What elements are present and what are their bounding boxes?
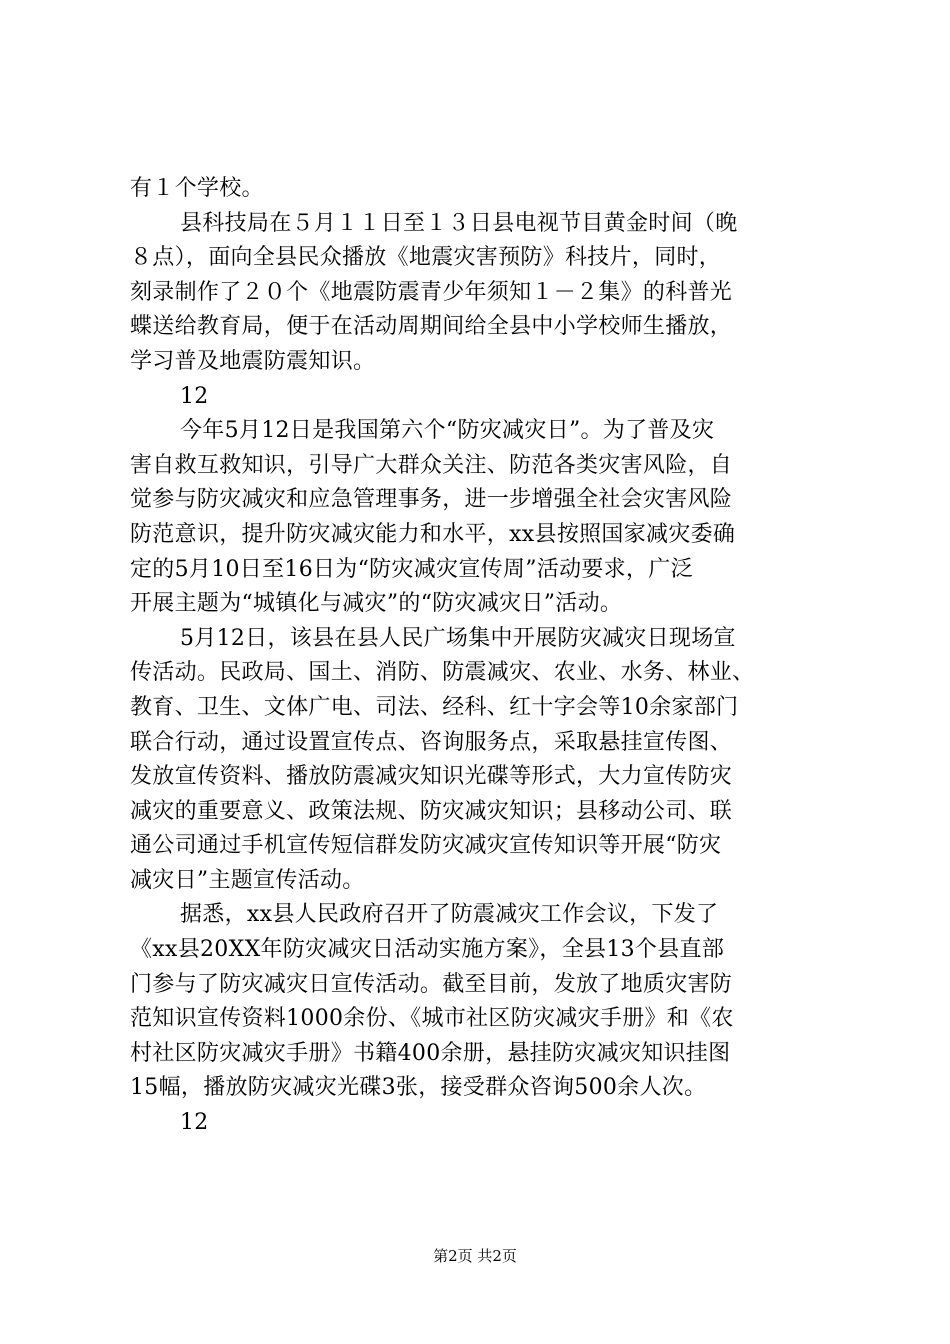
text-line: 15幅，播放防灾减灾光碟3张，接受群众咨询500余人次。 [130, 1075, 707, 1101]
text-line: 门参与了防灾减灾日宣传活动。截至目前，发放了地质灾害防 [130, 971, 733, 997]
text-line: 通公司通过手机宣传短信群发防灾减灾宣传知识等开展“防灾 [130, 833, 722, 859]
section-number: 12 [180, 1110, 209, 1136]
document-body [130, 172, 830, 1141]
text-line: 学习普及地震防震知识。 [130, 348, 376, 374]
text-line: 今年5月12日是我国第六个“防灾减灾日”。为了普及灾 [180, 418, 715, 444]
text-line: 减灾日”主题宣传活动。 [130, 867, 365, 893]
text-line: 有１个学校。 [130, 176, 264, 201]
text-line: 定的5月10日至16日为“防灾减灾宣传周”活动要求，广泛 [130, 556, 693, 582]
text-line: 《xx县20XX年防灾减灾日活动实施方案》，全县13个县直部 [130, 937, 725, 963]
text-line: 防范意识，提升防灾减灾能力和水平，xx县按照国家减灾委确 [130, 521, 736, 547]
text-line: 据悉，xx县人民政府召开了防震减灾工作会议，下发了 [180, 902, 719, 928]
text-line: 教育、卫生、文体广电、司法、经科、红十字会等10余家部门 [130, 694, 739, 720]
text-line: 减灾的重要意义、政策法规、防灾减灾知识；县移动公司、联 [130, 798, 733, 824]
text-line: 范知识宣传资料1000余份、《城市社区防灾减灾手册》和《农 [130, 1006, 734, 1032]
text-line: ８点），面向全县民众播放《地震灾害预防》科技片，同时， [130, 245, 722, 271]
text-line: 觉参与防灾减灾和应急管理事务，进一步增强全社会灾害风险 [130, 487, 733, 513]
page-footer: 第2页 共2页 [433, 1247, 517, 1265]
text-line: 县科技局在５月１１日至１３日县电视节目黄金时间（晚 [180, 210, 738, 236]
text-line: 刻录制作了２０个《地震防震青少年须知１－２集》的科普光 [130, 279, 733, 305]
text-line: 蝶送给教育局，便于在活动周期间给全县中小学校师生播放， [130, 314, 733, 340]
text-line: 联合行动，通过设置宣传点、咨询服务点，采取悬挂宣传图、 [130, 729, 733, 755]
text-line: 害自救互救知识，引导广大群众关注、防范各类灾害风险，自 [130, 452, 733, 478]
section-number: 12 [180, 383, 209, 409]
text-line: 村社区防灾减灾手册》书籍400余册，悬挂防灾减灾知识挂图 [130, 1040, 731, 1066]
text-line: 5月12日，该县在县人民广场集中开展防灾减灾日现场宣 [180, 625, 736, 651]
text-line: 开展主题为“城镇化与减灾”的“防灾减灾日”活动。 [130, 591, 623, 617]
text-line: 传活动。民政局、国土、消防、防震减灾、农业、水务、林业、 [130, 660, 755, 686]
text-line: 发放宣传资料、播放防震减灾知识光碟等形式，大力宣传防灾 [130, 764, 733, 790]
